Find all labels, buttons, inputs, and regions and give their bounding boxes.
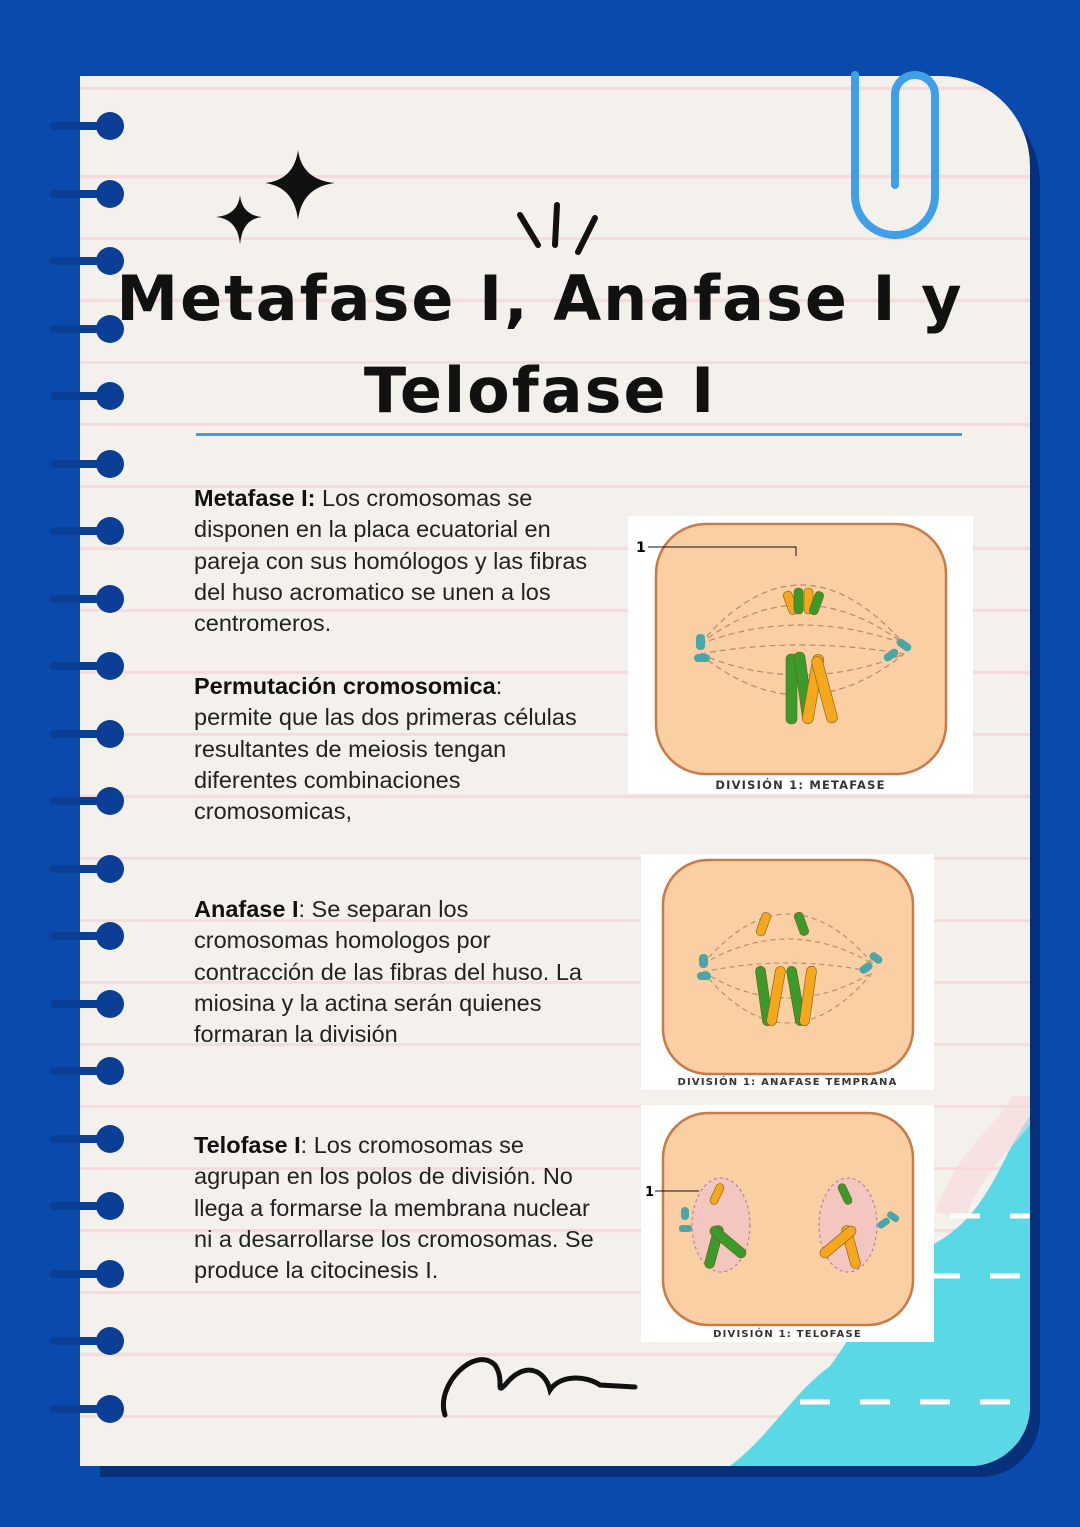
binding-ring — [40, 583, 118, 617]
binding-ring — [40, 853, 118, 887]
telofase-heading: Telofase I — [194, 1132, 301, 1158]
page-title-line-2: Telofase I — [363, 354, 717, 427]
binding-ring — [40, 988, 118, 1022]
telofase-text: : Los cromosomas se agrupan en los polos de división. No llega a formarse la membrana nuclear ni a desarrollarse los cromosomas. Se produce la citocinesis I. — [194, 1132, 594, 1284]
binding-ring — [40, 178, 118, 212]
binding-ring — [40, 920, 118, 954]
metafase-diagram — [628, 516, 973, 794]
squiggle-decoration — [435, 1345, 645, 1425]
emphasis-lines-icon — [510, 200, 605, 260]
figure-label: 1 — [645, 1185, 655, 1200]
metafase-text: Los cromosomas se disponen en la placa ecuatorial en pareja con sus homólogos y las fibras del huso acromatico se unen a los centromeros. — [194, 485, 588, 637]
paperclip-icon — [850, 50, 945, 240]
anafase-heading: Anafase I — [194, 896, 299, 922]
binding-ring — [40, 110, 118, 144]
title-underline — [196, 433, 962, 436]
binding-ring — [40, 448, 118, 482]
page-title-line-1: Metafase I, Anafase I y — [116, 262, 964, 335]
figure-caption: DIVISIÓN 1: METAFASE — [715, 778, 886, 792]
binding-ring — [40, 785, 118, 819]
anafase-text: : Se separan los cromosomas homologos por contracción de las fibras del huso. La miosina y la actina serán quienes formaran la división — [194, 896, 582, 1048]
metafase-paragraph — [194, 483, 604, 639]
binding-ring — [40, 1123, 118, 1157]
binding-ring — [40, 1258, 118, 1292]
binding-ring — [40, 1393, 118, 1427]
permutacion-heading: Permutación cromosomica — [194, 673, 496, 699]
binding-ring — [40, 515, 118, 549]
figure-label: 1 — [636, 540, 646, 556]
figure-caption: DIVISIÓN 1: TELOFASE — [713, 1329, 862, 1340]
telofase-diagram — [641, 1105, 934, 1342]
figure-caption: DIVISIÓN 1: ANAFASE TEMPRANA — [677, 1077, 898, 1088]
binding-ring — [40, 718, 118, 752]
permutacion-text: : permite que las dos primeras células resultantes de meiosis tengan diferentes combinaciones cromosomicas, — [194, 673, 577, 825]
permutacion-paragraph — [194, 671, 584, 827]
anafase-diagram — [641, 854, 934, 1090]
anafase-paragraph — [194, 894, 584, 1050]
telofase-paragraph — [194, 1130, 599, 1286]
binding-ring — [40, 1190, 118, 1224]
binding-ring — [40, 650, 118, 684]
sparkle-icon — [210, 145, 340, 255]
metafase-heading: Metafase I: — [194, 485, 316, 511]
binding-ring — [40, 1325, 118, 1359]
binding-ring — [40, 1055, 118, 1089]
